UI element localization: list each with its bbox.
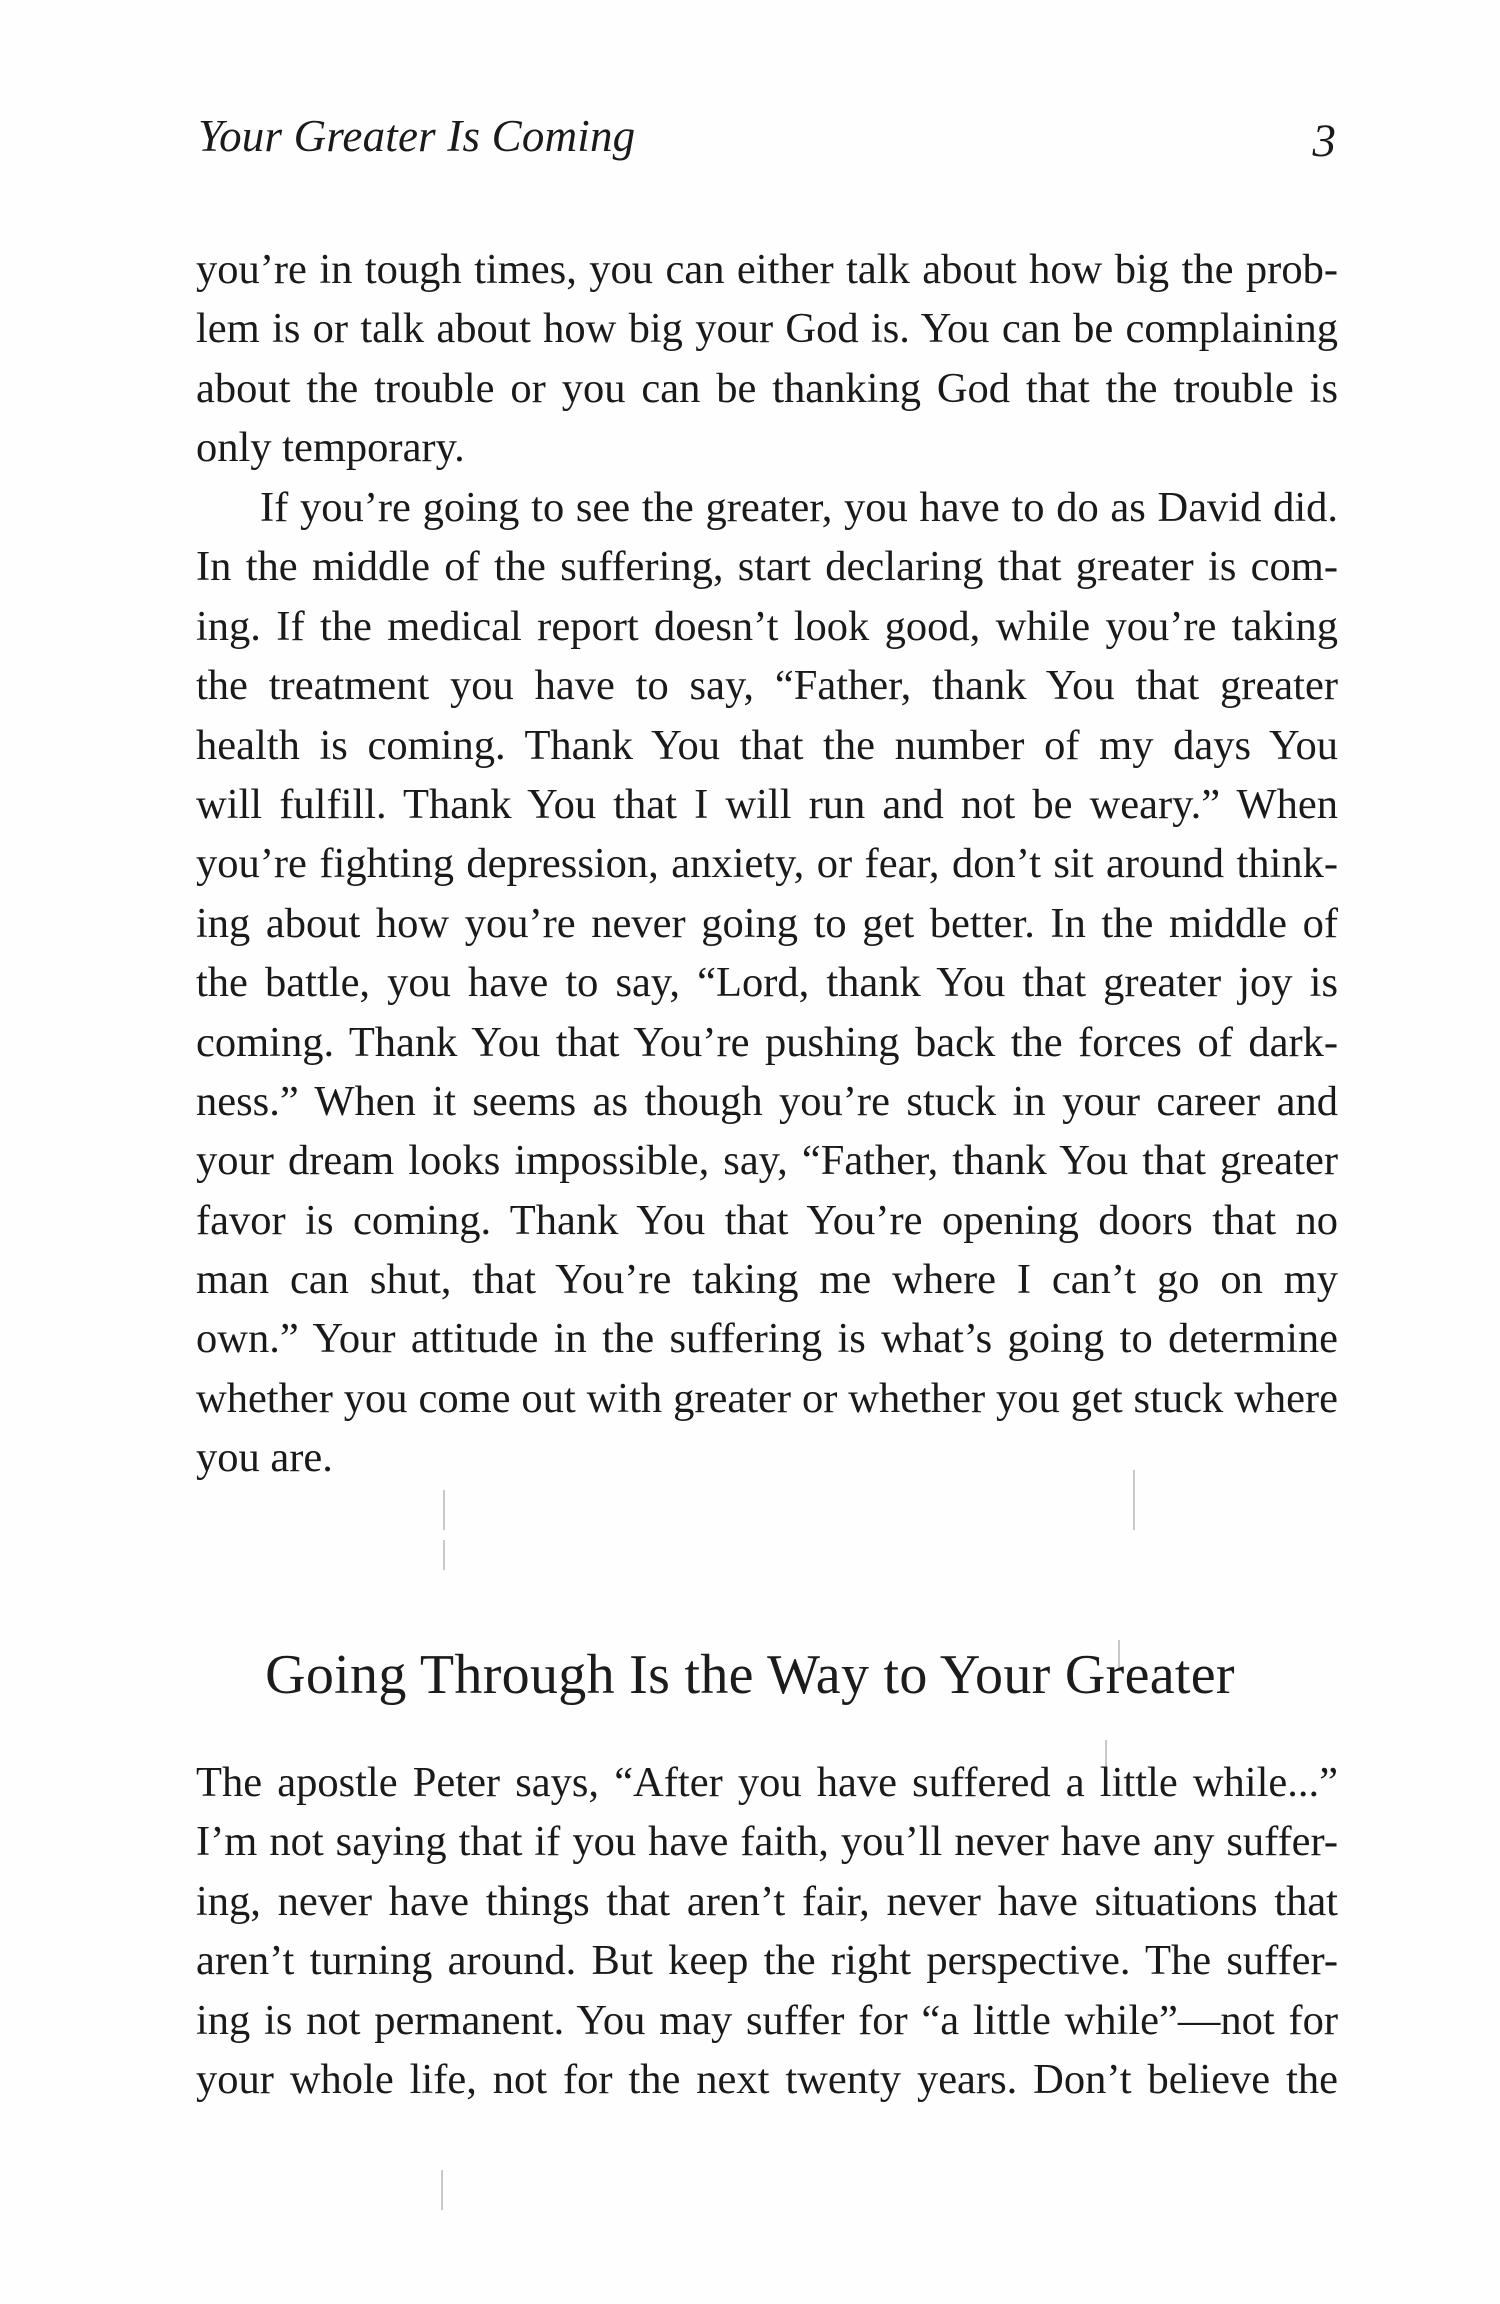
scan-mark [441, 2170, 443, 2210]
text-line: whether you come out with greater or whether you get stuck where [196, 1374, 1338, 1422]
paragraph-continuation [196, 240, 1338, 478]
text-line: lem is or talk about how big your God is. You can be complaining [196, 305, 1338, 353]
scan-mark [443, 1490, 445, 1530]
text-line: aren’t turning around. But keep the right perspective. The suffer- [196, 1937, 1338, 1985]
text-line: the treatment you have to say, “Father, thank You that greater [196, 662, 1338, 710]
text-line: health is coming. Thank You that the number of my days You [196, 721, 1338, 769]
text-line: your whole life, not for the next twenty years. Don’t believe the [196, 2055, 1338, 2103]
text-line: If you’re going to see the greater, you have to do as David did. [260, 484, 1338, 531]
text-line: the battle, you have to say, “Lord, thank You that greater joy is [196, 959, 1338, 1007]
text-line: you’re fighting depression, anxiety, or fear, don’t sit around think- [196, 840, 1338, 888]
text-line: will fulfill. Thank You that I will run and not be weary.” When [196, 780, 1338, 828]
running-header [198, 110, 1336, 170]
text-line: you are. [196, 1434, 333, 1482]
text-line: about the trouble or you can be thanking God that the trouble is [196, 364, 1338, 412]
text-line: you’re in tough times, you can either talk about how big the prob- [196, 246, 1338, 293]
text-line: man can shut, that You’re taking me where I can’t go on my [196, 1256, 1338, 1304]
text-line: own.” Your attitude in the suffering is what’s going to determine [196, 1315, 1338, 1363]
text-line: ing is not permanent. You may suffer for “a little while”—not for [196, 1996, 1338, 2044]
page-number: 3 [1312, 115, 1336, 167]
text-line: ing about how you’re never going to get better. In the middle of [196, 899, 1338, 947]
text-line: The apostle Peter says, “After you have suffered a little while...” [196, 1759, 1338, 1806]
section-heading: Going Through Is the Way to Your Greater [265, 1644, 1235, 1706]
running-title: Your Greater Is Coming [198, 111, 636, 161]
paragraph [196, 478, 1338, 1488]
text-line: I’m not saying that if you have faith, you’ll never have any suffer- [196, 1818, 1338, 1866]
text-line: only temporary. [196, 424, 465, 472]
paragraph [196, 1753, 1338, 2109]
text-line: your dream looks impossible, say, “Father, thank You that greater [196, 1137, 1338, 1185]
scan-mark [443, 1540, 445, 1570]
text-line: favor is coming. Thank You that You’re opening doors that no [196, 1196, 1338, 1244]
text-line: ing. If the medical report doesn’t look good, while you’re taking [196, 602, 1338, 650]
text-line: coming. Thank You that You’re pushing back the forces of dark- [196, 1018, 1338, 1066]
text-line: In the middle of the suffering, start declaring that greater is com- [196, 543, 1338, 591]
text-line: ness.” When it seems as though you’re stuck in your career and [196, 1077, 1338, 1125]
text-line: ing, never have things that aren’t fair, never have situations that [196, 1877, 1338, 1925]
